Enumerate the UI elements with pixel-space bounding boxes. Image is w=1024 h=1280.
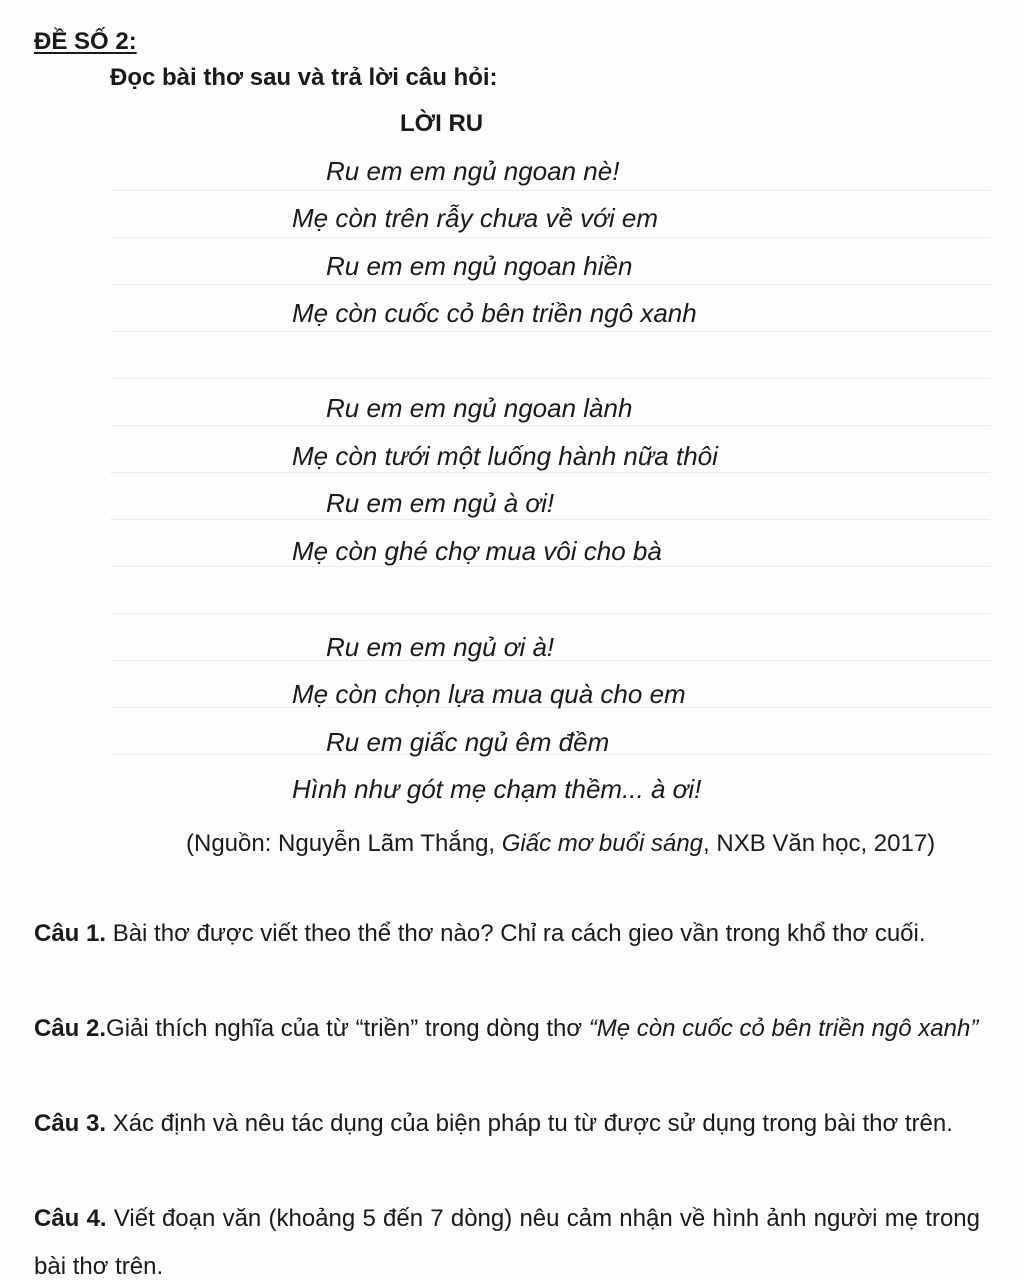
ruled-line [110, 519, 990, 520]
question-text: Xác định và nêu tác dụng của biện pháp tu từ được sử dụng trong bài thơ trên. [106, 1110, 953, 1137]
poem-line: Mẹ còn cuốc cỏ bên triền ngô xanh [292, 298, 697, 328]
poem-line: Ru em em ngủ ngoan lành [326, 393, 633, 423]
source-citation [160, 822, 960, 866]
question-label: Câu 3. [34, 1110, 107, 1137]
ruled-line [110, 237, 990, 238]
poem-line: Hình như gót mẹ chạm thềm... à ơi! [292, 774, 702, 804]
ruled-line [110, 425, 990, 426]
ruled-line [110, 284, 990, 285]
source-suffix: , NXB Văn học, 2017) [703, 830, 936, 857]
question-label: Câu 1. [34, 920, 107, 947]
ruled-line [110, 472, 990, 473]
instruction: Đọc bài thơ sau và trả lời câu hỏi: [110, 64, 498, 91]
ruled-line [110, 613, 990, 614]
question-quote: “Mẹ còn cuốc cỏ bên triền ngô xanh” [588, 1015, 979, 1042]
poem-line: Mẹ còn tưới một luống hành nữa thôi [292, 441, 718, 471]
poem-line: Ru em giấc ngủ êm đềm [326, 727, 610, 757]
question-text: Viết đoạn văn (khoảng 5 đến 7 dòng) nêu cảm nhận về hình ảnh người mẹ trong bài thơ trên. [34, 1205, 981, 1280]
question-1 [34, 910, 980, 958]
poem-line: Mẹ còn chọn lựa mua quà cho em [292, 679, 686, 709]
poem-line: Ru em em ngủ ngoan hiền [326, 251, 633, 281]
poem-line: Mẹ còn trên rẫy chưa về với em [292, 203, 658, 233]
source-book-title: Giấc mơ buổi sáng [501, 830, 704, 857]
question-text: Bài thơ được viết theo thể thơ nào? Chỉ ra cách gieo vần trong khổ thơ cuối. [106, 920, 926, 947]
exam-title: ĐỀ SỐ 2: [34, 28, 137, 55]
poem-line: Ru em em ngủ ơi à! [326, 632, 555, 662]
poem-title: LỜI RU [400, 110, 484, 137]
ruled-line [110, 331, 990, 332]
ruled-line [110, 190, 990, 191]
ruled-line [110, 378, 990, 379]
question-text: Giải thích nghĩa của từ “triền” trong dòng thơ [106, 1015, 589, 1042]
question-4 [34, 1195, 980, 1280]
question-label: Câu 4. [34, 1205, 107, 1232]
poem-line: Ru em em ngủ ngoan nè! [326, 156, 620, 186]
question-3 [34, 1100, 980, 1148]
question-2 [34, 1005, 980, 1053]
poem-line: Ru em em ngủ à ơi! [326, 488, 555, 518]
question-label: Câu 2. [34, 1015, 107, 1042]
poem-line: Mẹ còn ghé chợ mua vôi cho bà [292, 536, 662, 566]
source-prefix: (Nguồn: Nguyễn Lãm Thắng, [186, 830, 502, 857]
